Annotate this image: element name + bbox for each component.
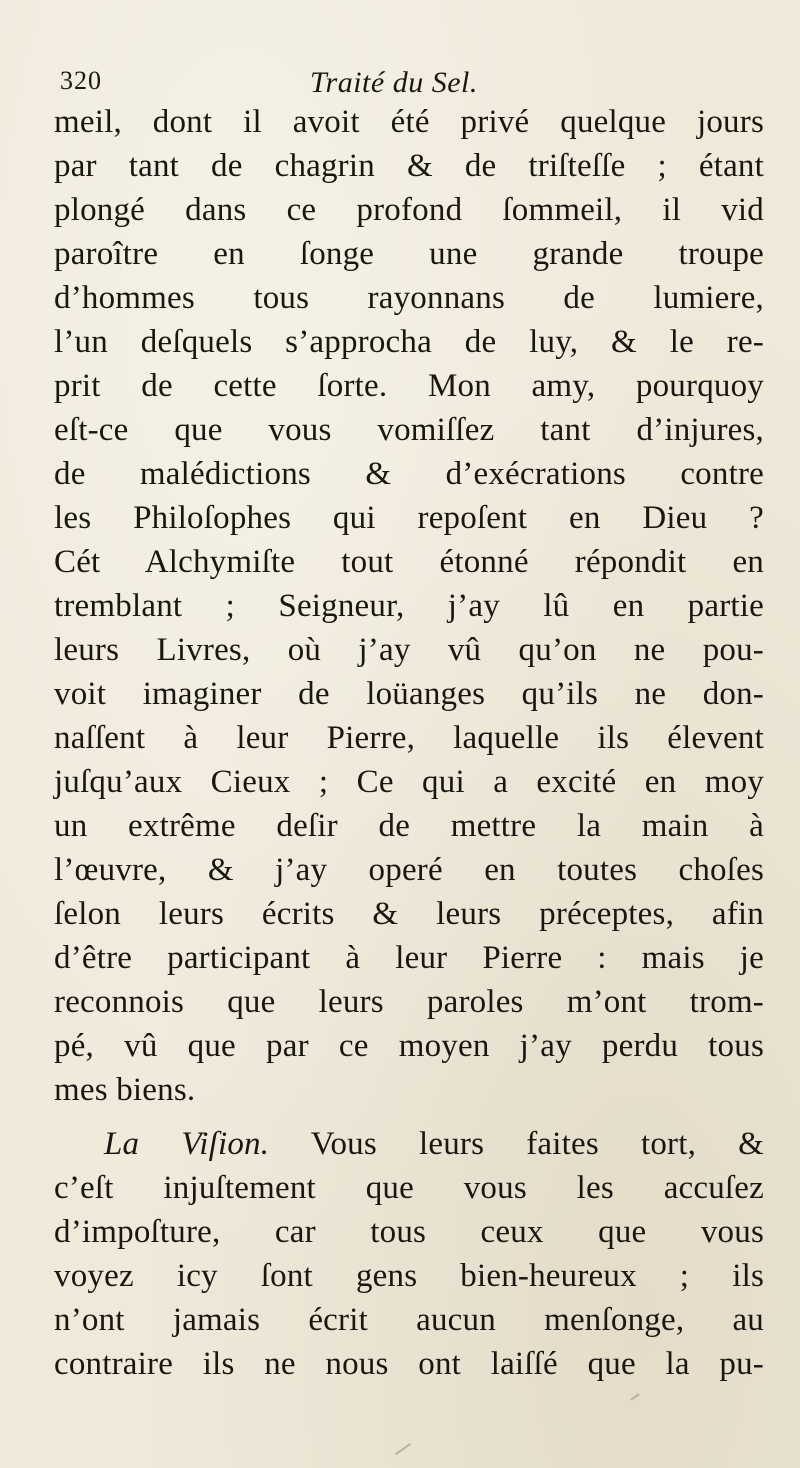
text-line: d’être participant à leur Pierre : mais je: [54, 940, 764, 976]
page-number: 320: [60, 66, 102, 95]
text-line: leurs Livres, où j’ay vû qu’on ne pou-: [54, 632, 764, 668]
text-line: voit imaginer de loüanges qu’ils ne don-: [54, 676, 764, 712]
text-line: l’œuvre, & j’ay operé en toutes choſes: [54, 852, 764, 888]
text-line: ſelon leurs écrits & leurs préceptes, afin: [54, 896, 764, 932]
text-line: c’eſt injuſtement que vous les accuſez: [54, 1170, 764, 1206]
text-line: mes biens.: [54, 1072, 196, 1108]
text-line: d’impoſture, car tous ceux que vous: [54, 1214, 764, 1250]
text-line: reconnois que leurs paroles m’ont trom-: [54, 984, 764, 1020]
text-line: pé, vû que par ce moyen j’ay perdu tous: [54, 1028, 764, 1064]
text-line: n’ont jamais écrit aucun menſonge, au: [54, 1302, 764, 1338]
vision-paragraph-first-line: [104, 1122, 764, 1166]
text-line: prit de cette ſorte. Mon amy, pourquoy: [54, 368, 764, 404]
text-line: paroître en ſonge une grande troupe: [54, 236, 764, 272]
text-line: l’un deſquels s’approcha de luy, & le re-: [54, 324, 764, 360]
text-line: juſqu’aux Cieux ; Ce qui a excité en moy: [54, 764, 764, 800]
text-line: plongé dans ce profond ſommeil, il vid: [54, 192, 764, 228]
text-line: d’hommes tous rayonnans de lumiere,: [54, 280, 764, 316]
text-line: contraire ils ne nous ont laiſſé que la pu-: [54, 1346, 764, 1382]
text-line: eſt-ce que vous vomiſſez tant d’injures,: [54, 412, 764, 448]
speaker-label: La Viſion.: [104, 1126, 270, 1162]
text-line: naſſent à leur Pierre, laquelle ils élevent: [54, 720, 764, 756]
text-span: Vous leurs faites tort, &: [310, 1126, 764, 1162]
text-line: voyez icy ſont gens bien-heureux ; ils: [54, 1258, 764, 1294]
text-line: par tant de chagrin & de triſteſſe ; étant: [54, 148, 764, 184]
paper-mark: [630, 1393, 639, 1400]
running-title: Traité du Sel.: [310, 66, 478, 99]
text-line: Cét Alchymiſte tout étonné répondit en: [54, 544, 764, 580]
text-line: tremblant ; Seigneur, j’ay lû en partie: [54, 588, 764, 624]
paper-mark: [395, 1443, 411, 1455]
text-line: un extrême deſir de mettre la main à: [54, 808, 764, 844]
text-line: les Philoſophes qui repoſent en Dieu ?: [54, 500, 764, 536]
text-line: meil, dont il avoit été privé quelque jours: [54, 104, 764, 140]
text-line: de malédictions & d’exécrations contre: [54, 456, 764, 492]
